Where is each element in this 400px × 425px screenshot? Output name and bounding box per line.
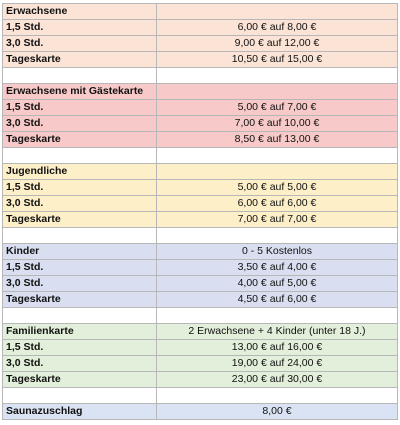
duration-label: Tageskarte [3,212,157,228]
duration-label: 1,5 Std. [3,340,157,356]
price-row [3,180,398,196]
price-row [3,196,398,212]
price-value: 6,00 € auf 8,00 € [157,20,398,36]
price-value: 7,00 € auf 7,00 € [157,212,398,228]
price-row [3,260,398,276]
spacer-cell [3,148,157,164]
price-value: 5,00 € auf 7,00 € [157,100,398,116]
section-header-row [3,4,398,20]
spacer-cell [157,148,398,164]
section-note: 0 - 5 Kostenlos [157,244,398,260]
spacer-row [3,308,398,324]
section-title: Jugendliche [3,164,157,180]
spacer-cell [157,68,398,84]
section-header-row [3,324,398,340]
price-row [3,52,398,68]
price-value: 19,00 € auf 24,00 € [157,356,398,372]
price-value: 13,00 € auf 16,00 € [157,340,398,356]
duration-label: 3,0 Std. [3,196,157,212]
price-row [3,100,398,116]
section-title: Familienkarte [3,324,157,340]
duration-label: Tageskarte [3,292,157,308]
section-header-row [3,164,398,180]
price-value: 5,00 € auf 5,00 € [157,180,398,196]
price-row [3,36,398,52]
section-note [157,84,398,100]
price-value: 10,50 € auf 15,00 € [157,52,398,68]
section-header-row [3,84,398,100]
price-row [3,372,398,388]
price-row [3,132,398,148]
section-title: Erwachsene mit Gästekarte [3,84,157,100]
section-note [157,164,398,180]
price-value: 4,00 € auf 5,00 € [157,276,398,292]
duration-label: 3,0 Std. [3,356,157,372]
sauna-surcharge-label: Saunazuschlag [3,404,157,420]
duration-label: Tageskarte [3,372,157,388]
spacer-row [3,148,398,164]
duration-label: 3,0 Std. [3,36,157,52]
duration-label: 3,0 Std. [3,276,157,292]
price-value: 9,00 € auf 12,00 € [157,36,398,52]
spacer-row [3,228,398,244]
duration-label: 3,0 Std. [3,116,157,132]
spacer-cell [3,388,157,404]
section-title: Kinder [3,244,157,260]
sauna-surcharge-row [3,404,398,420]
price-table [2,3,398,420]
price-value: 7,00 € auf 10,00 € [157,116,398,132]
section-note: 2 Erwachsene + 4 Kinder (unter 18 J.) [157,324,398,340]
spacer-cell [157,228,398,244]
section-title: Erwachsene [3,4,157,20]
section-header-row [3,244,398,260]
duration-label: 1,5 Std. [3,180,157,196]
price-row [3,292,398,308]
price-value: 3,50 € auf 4,00 € [157,260,398,276]
price-row [3,20,398,36]
duration-label: Tageskarte [3,132,157,148]
price-row [3,276,398,292]
spacer-row [3,388,398,404]
duration-label: 1,5 Std. [3,260,157,276]
spacer-cell [3,68,157,84]
spacer-row [3,68,398,84]
spacer-cell [157,308,398,324]
duration-label: 1,5 Std. [3,100,157,116]
sauna-surcharge-value: 8,00 € [157,404,398,420]
price-row [3,212,398,228]
price-row [3,116,398,132]
spacer-cell [3,308,157,324]
price-value: 8,50 € auf 13,00 € [157,132,398,148]
price-value: 6,00 € auf 6,00 € [157,196,398,212]
price-value: 23,00 € auf 30,00 € [157,372,398,388]
price-value: 4,50 € auf 6,00 € [157,292,398,308]
spacer-cell [157,388,398,404]
spacer-cell [3,228,157,244]
duration-label: 1,5 Std. [3,20,157,36]
section-note [157,4,398,20]
price-row [3,356,398,372]
price-row [3,340,398,356]
price-table-body [3,4,398,420]
duration-label: Tageskarte [3,52,157,68]
